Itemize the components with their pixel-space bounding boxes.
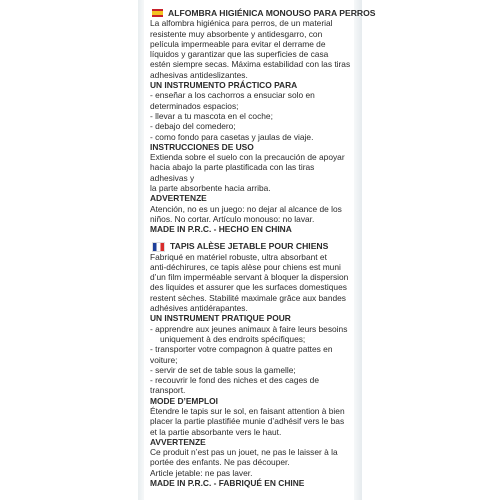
french-title: TAPIS ALÈSE JETABLE POUR CHIENS xyxy=(170,240,329,251)
spanish-use-line: - llevar a tu mascota en el coche; xyxy=(150,110,273,121)
french-intro xyxy=(150,252,354,314)
spanish-intro-line: adhesivas antideslizantes. xyxy=(150,69,248,80)
spanish-warning-heading: ADVERTENZE xyxy=(150,193,207,204)
spanish-instructions-line: hacia abajo la parte plastificada con las tiras adhesivas y xyxy=(150,162,315,183)
french-instructions-heading: MODE D’EMPLOI xyxy=(150,395,218,406)
french-use-line: - apprendre aux jeunes animaux à faire leurs besoins xyxy=(150,323,348,334)
spain-flag-icon xyxy=(152,9,163,17)
french-intro-line: d’un film imperméable servant à bloquer la dispersion xyxy=(150,272,349,283)
spanish-instructions-line: la parte absorbente hacia arriba. xyxy=(150,183,271,194)
french-intro-line: anti-déchirures, ce tapis alèse pour chiens est muni xyxy=(150,261,341,272)
france-flag-icon xyxy=(152,242,165,252)
spanish-instructions-heading: INSTRUCCIONES DE USO xyxy=(150,141,254,152)
spanish-title-row xyxy=(150,8,376,18)
spanish-uses-list xyxy=(150,90,354,141)
spanish-use-line: - enseñar a los cachorros a ensuciar solo en xyxy=(150,90,315,101)
spanish-use-line: - como fondo para casetas y jaulas de viaje. xyxy=(150,131,314,142)
french-warning xyxy=(150,447,354,478)
french-intro-line: Fabriqué en matériel robuste, ultra absorbant et xyxy=(150,251,327,262)
french-instructions-line: et la partie absorbante vers le haut. xyxy=(150,426,282,437)
french-use-line: - transporter votre compagnon à quatre pattes en xyxy=(150,344,333,355)
spanish-use-line: - debajo del comedero; xyxy=(150,121,236,132)
french-use-line: transport. xyxy=(150,385,186,396)
french-use-line: uniquement à des endroits spécifiques; xyxy=(160,333,306,344)
french-section xyxy=(150,241,354,489)
french-intro-line: restent sèches. Stabilité maximale grâce aux bandes xyxy=(150,292,346,303)
spanish-made-in: MADE IN P.R.C. - HECHO EN CHINA xyxy=(150,224,292,235)
french-intro-line: adhésives antidérapantes. xyxy=(150,303,248,314)
french-instructions xyxy=(150,406,354,437)
spanish-warning-line: niños. No cortar. Artículo monouso: no lavar. xyxy=(150,213,315,224)
french-use-line: - servir de set de table sous la gamelle; xyxy=(150,364,296,375)
french-instrument-heading: UN INSTRUMENT PRATIQUE POUR xyxy=(150,313,291,324)
label-text-column xyxy=(150,8,376,489)
spanish-intro-line: líquidos y garantizar que las superficies de casa xyxy=(150,49,329,60)
label-edge-left xyxy=(138,0,144,500)
french-title-row xyxy=(150,241,354,252)
spanish-warning xyxy=(150,204,354,225)
french-made-in: MADE IN P.R.C. - FABRIQUÉ EN CHINE xyxy=(150,478,305,489)
spanish-instructions-line: Extienda sobre el suelo con la precaución de apoyar xyxy=(150,152,345,163)
french-instructions-line: Étendre le tapis sur le sol, en faisant attention à bien xyxy=(150,405,345,416)
spanish-instructions xyxy=(150,152,354,193)
french-warning-line: Ce produit n’est pas un jouet, ne pas le laisser à la xyxy=(150,447,338,458)
french-instructions-line: placer la partie plastifiée munie d’adhésif vers le bas xyxy=(150,416,345,427)
label-edge-right xyxy=(354,0,362,500)
french-intro-line: des liquides et assurer que les surfaces domestiques xyxy=(150,282,347,293)
spanish-use-line: determinados espacios; xyxy=(150,100,239,111)
spanish-section xyxy=(150,8,376,235)
spanish-warning-line: Atención, no es un juego: no dejar al alcance de los xyxy=(150,203,342,214)
spanish-intro-line: resistente muy absorbente y antidesgarro, con xyxy=(150,28,323,39)
french-use-line: - recouvrir le fond des niches et des cages de xyxy=(150,375,319,386)
spanish-intro-line: estén siempre secas. Máxima estabilidad con las tiras xyxy=(150,59,351,70)
french-use-line: voiture; xyxy=(150,354,178,365)
spanish-instrument-heading: UN INSTRUMENTO PRÁCTICO PARA xyxy=(150,80,298,91)
spanish-intro-line: La alfombra higiénica para perros, de un material xyxy=(150,18,333,29)
french-warning-line: Article jetable: ne pas laver. xyxy=(150,467,253,478)
french-warning-heading: AVVERTENZE xyxy=(150,436,206,447)
french-uses-list xyxy=(150,324,354,396)
french-warning-line: portée des enfants. Ne pas découper. xyxy=(150,457,290,468)
spanish-intro xyxy=(150,18,354,80)
spanish-intro-line: película impermeable para evitar el derrame de xyxy=(150,38,326,49)
spanish-title: ALFOMBRA HIGIÉNICA MONOUSO PARA PERROS xyxy=(168,8,376,18)
